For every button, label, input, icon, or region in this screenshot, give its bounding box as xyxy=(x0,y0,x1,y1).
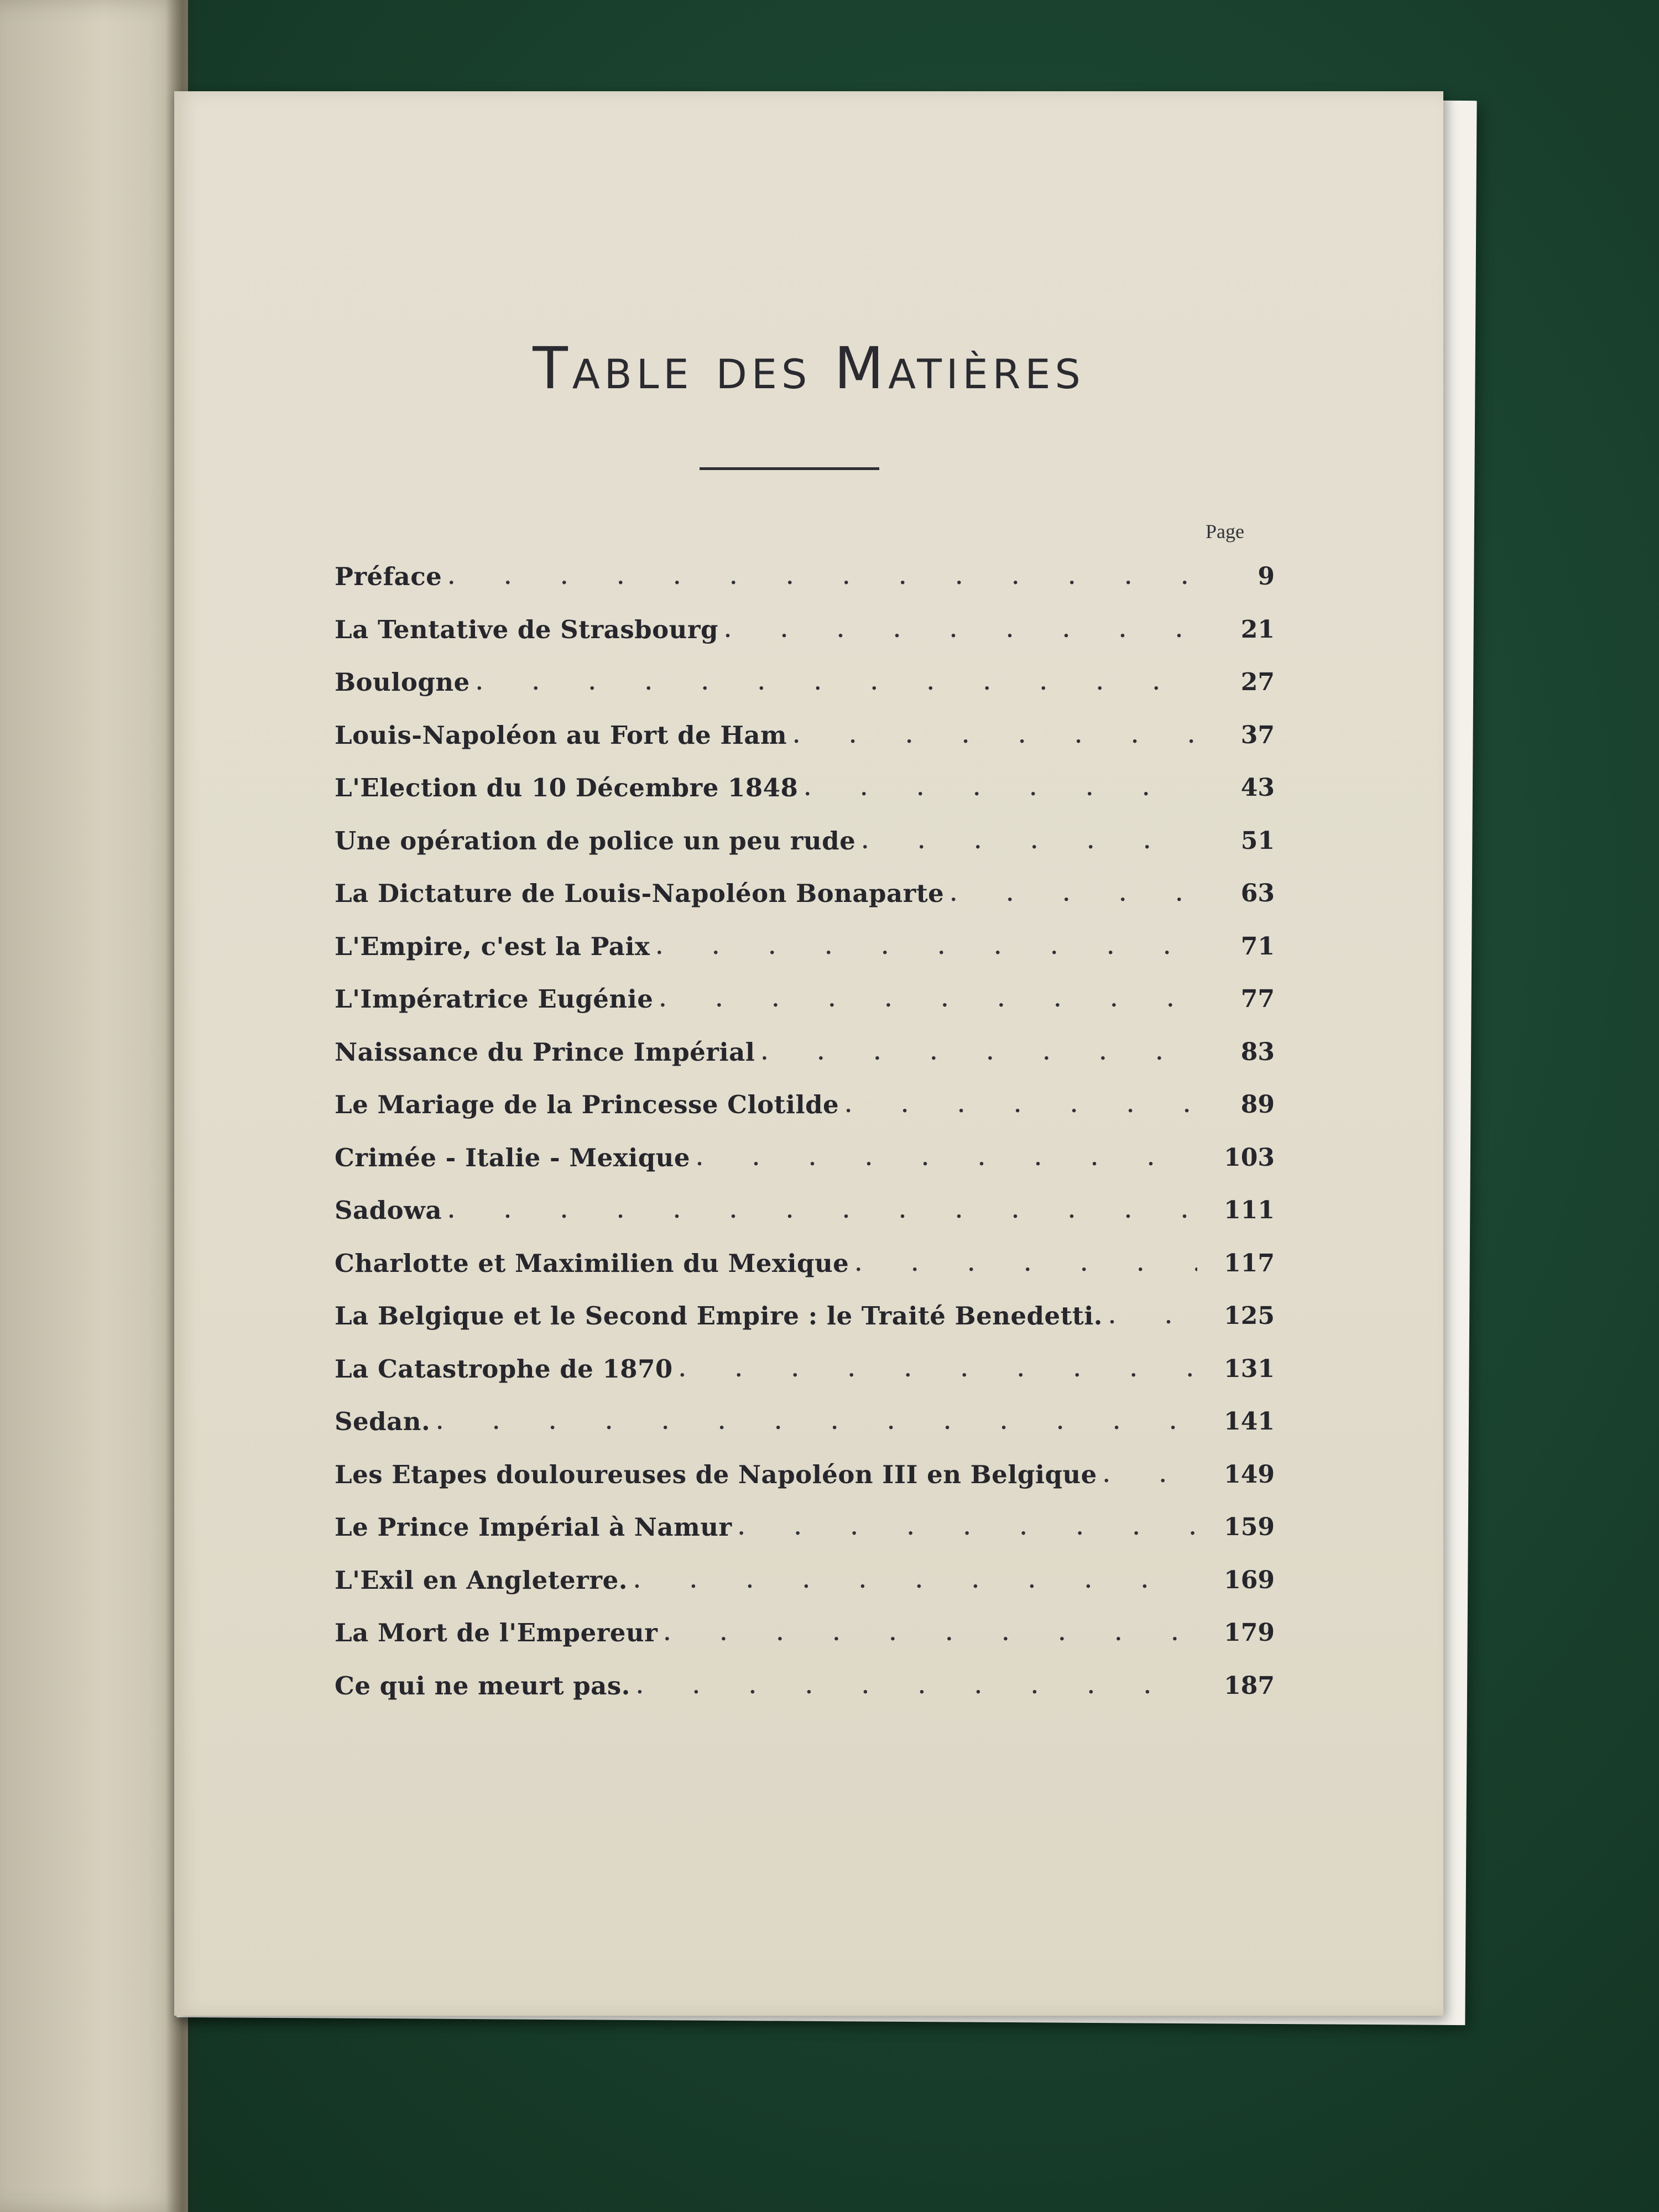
toc-entry-page: 131 xyxy=(1224,1354,1275,1383)
toc-entry-page: 141 xyxy=(1224,1407,1275,1436)
toc-entry-title: Sedan. xyxy=(335,1407,431,1437)
toc-entry-title: Une opération de police un peu rude xyxy=(335,826,856,855)
toc-entry-page: 103 xyxy=(1224,1143,1275,1172)
toc-entry xyxy=(335,815,1275,868)
toc-entry-page: 169 xyxy=(1224,1566,1275,1594)
dot-leader xyxy=(680,1356,1197,1382)
toc-entry xyxy=(335,550,1275,603)
toc-entry-title: Louis-Napoléon au Fort de Ham xyxy=(335,720,787,750)
toc-entry-title: Le Mariage de la Princesse Clotilde xyxy=(335,1090,839,1120)
toc-entry-page: 111 xyxy=(1224,1196,1275,1225)
dot-leader xyxy=(794,722,1197,748)
toc-entry-title: Ce qui ne meurt pas. xyxy=(335,1671,630,1700)
toc-entry-page: 77 xyxy=(1240,985,1275,1014)
toc-entry xyxy=(335,1290,1275,1343)
toc-entry-page: 159 xyxy=(1224,1513,1275,1542)
toc-entry xyxy=(335,1395,1275,1448)
toc-list xyxy=(335,550,1275,1712)
toc-entry xyxy=(335,1448,1275,1501)
toc-entry xyxy=(335,920,1275,973)
toc-entry-title: Boulogne xyxy=(335,667,470,697)
toc-entry xyxy=(335,867,1275,920)
toc-entry-title: Les Etapes douloureuses de Napoléon III en Belgique xyxy=(335,1459,1097,1489)
dot-leader xyxy=(637,1673,1197,1699)
dot-leader xyxy=(739,1514,1197,1540)
dot-leader xyxy=(448,564,1197,589)
toc-entry xyxy=(335,656,1275,709)
toc-entry-title: L'Empire, c'est la Paix xyxy=(335,931,650,961)
dot-leader xyxy=(634,1567,1197,1593)
toc-entry xyxy=(335,1554,1275,1607)
dot-leader xyxy=(477,669,1197,695)
dot-leader xyxy=(846,1092,1197,1118)
dot-leader xyxy=(660,986,1197,1012)
toc-entry-page: 71 xyxy=(1240,932,1275,961)
toc-entry xyxy=(335,1078,1275,1131)
toc-entry-title: L'Election du 10 Décembre 1848 xyxy=(335,773,799,803)
dot-leader xyxy=(656,933,1197,959)
toc-entry-title: Crimée - Italie - Mexique xyxy=(335,1142,691,1172)
page-title: Table des Matières xyxy=(533,335,1085,402)
toc-entry xyxy=(335,761,1275,815)
left-book-page xyxy=(0,0,188,2212)
toc-entry-title: La Catastrophe de 1870 xyxy=(335,1354,673,1384)
dot-leader xyxy=(697,1145,1197,1171)
toc-entry xyxy=(335,973,1275,1026)
toc-entry-title: L'Exil en Angleterre. xyxy=(335,1565,628,1595)
toc-entry-title: L'Impératrice Eugénie xyxy=(335,984,654,1014)
toc-entry-title: La Tentative de Strasbourg xyxy=(335,614,719,644)
toc-entry-page: 51 xyxy=(1240,826,1275,855)
dot-leader xyxy=(448,1197,1197,1223)
toc-entry xyxy=(335,1184,1275,1237)
toc-entry-title: La Belgique et le Second Empire : le Traité Benedetti. xyxy=(335,1301,1103,1331)
toc-entry-page: 21 xyxy=(1240,615,1275,644)
toc-entry-page: 179 xyxy=(1224,1619,1275,1647)
toc-entry-page: 63 xyxy=(1240,879,1275,908)
toc-entry-page: 83 xyxy=(1240,1037,1275,1066)
toc-entry xyxy=(335,1343,1275,1396)
toc-entry-page: 9 xyxy=(1258,562,1275,591)
toc-entry xyxy=(335,1606,1275,1660)
dot-leader xyxy=(805,775,1197,801)
toc-entry-page: 149 xyxy=(1224,1460,1275,1489)
toc-entry-title: Charlotte et Maximilien du Mexique xyxy=(335,1248,849,1278)
toc-entry-page: 27 xyxy=(1240,668,1275,697)
dot-leader xyxy=(862,828,1197,854)
toc-entry xyxy=(335,1237,1275,1290)
toc-entry-page: 117 xyxy=(1224,1249,1275,1277)
toc-entry-page: 37 xyxy=(1240,721,1275,749)
page-column-label: Page xyxy=(1206,520,1244,542)
table-of-contents-page xyxy=(174,91,1443,2016)
toc-entry-page: 187 xyxy=(1224,1671,1275,1700)
toc-entry-page: 89 xyxy=(1240,1091,1275,1119)
dot-leader xyxy=(951,880,1197,906)
dot-leader xyxy=(664,1620,1197,1646)
toc-entry xyxy=(335,1660,1275,1713)
title-divider xyxy=(700,467,879,470)
toc-entry-page: 43 xyxy=(1240,774,1275,802)
dot-leader xyxy=(855,1250,1197,1276)
dot-leader xyxy=(437,1408,1197,1434)
dot-leader xyxy=(1109,1303,1197,1329)
toc-entry xyxy=(335,1131,1275,1185)
toc-entry xyxy=(335,709,1275,762)
toc-entry-title: La Dictature de Louis-Napoléon Bonaparte xyxy=(335,879,945,909)
dot-leader xyxy=(761,1039,1197,1065)
toc-entry-title: Préface xyxy=(335,562,442,592)
toc-entry-title: Sadowa xyxy=(335,1196,442,1225)
dot-leader xyxy=(725,617,1197,643)
toc-entry-page: 125 xyxy=(1224,1302,1275,1331)
dot-leader xyxy=(1104,1462,1197,1488)
toc-entry-title: Naissance du Prince Impérial xyxy=(335,1037,755,1067)
toc-entry-title: La Mort de l'Empereur xyxy=(335,1618,658,1648)
toc-entry xyxy=(335,603,1275,656)
toc-entry xyxy=(335,1026,1275,1079)
toc-entry xyxy=(335,1501,1275,1554)
toc-entry-title: Le Prince Impérial à Namur xyxy=(335,1512,732,1542)
